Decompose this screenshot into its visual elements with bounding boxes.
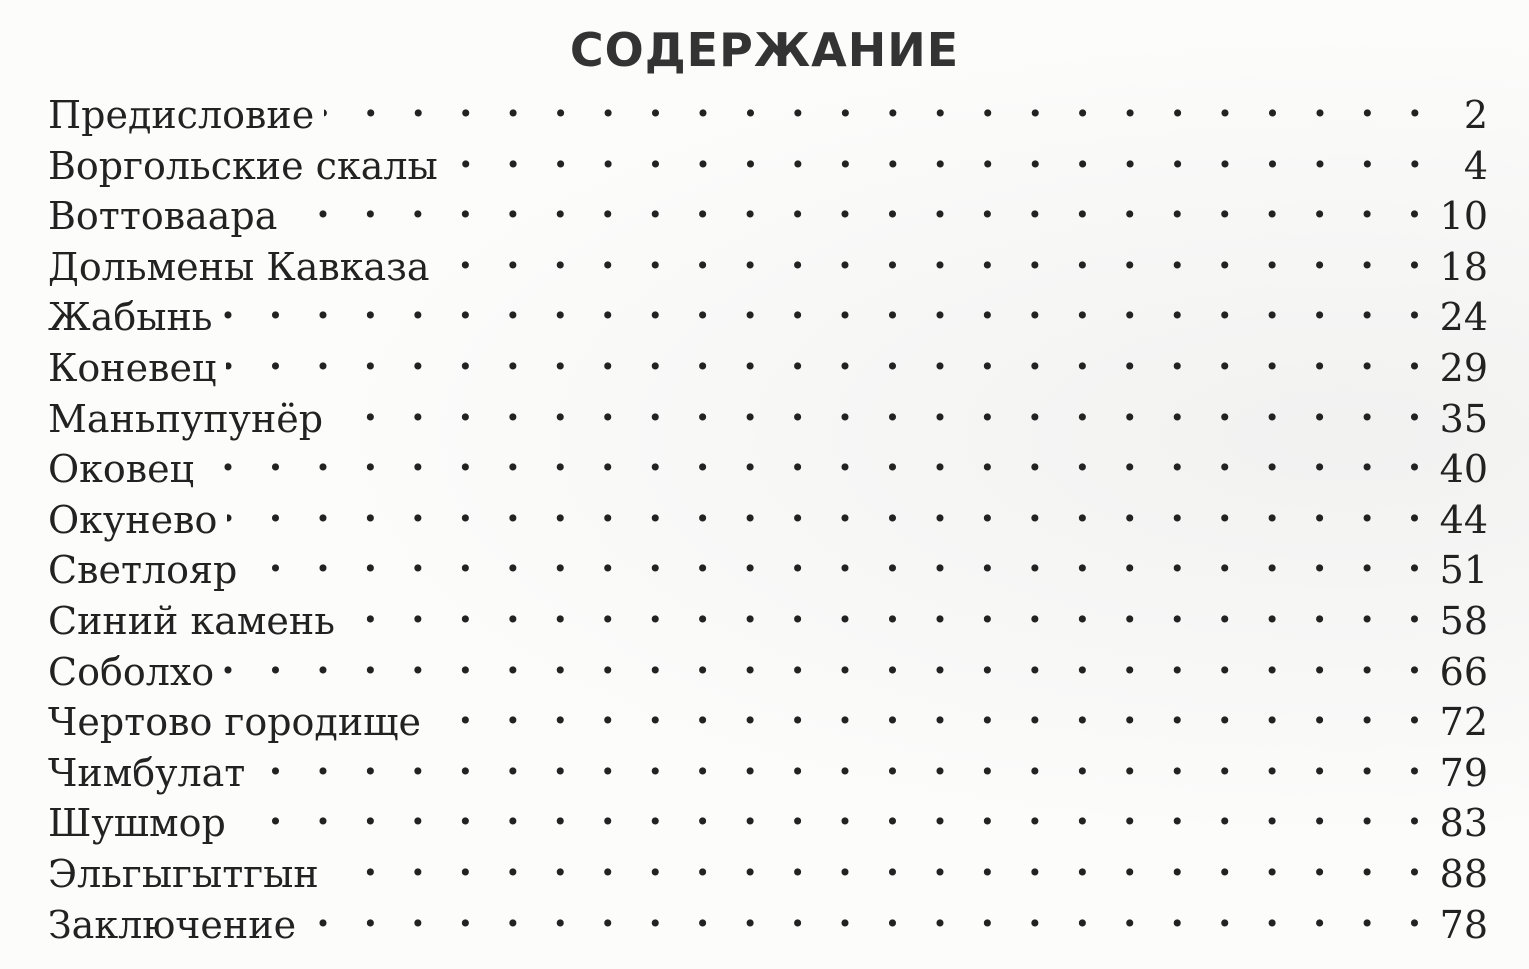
toc-entry-title: Воттоваара (48, 194, 278, 239)
toc-entry-title: Окунево (48, 497, 218, 542)
toc-entry (48, 483, 1488, 542)
toc-entry-title: Коневец (48, 345, 217, 390)
dot-leader (226, 331, 1431, 381)
page-title: СОДЕРЖАНИЕ (569, 23, 960, 77)
toc-entry-title: Светлояр (48, 548, 238, 593)
toc-entry-page: 24 (1439, 295, 1488, 340)
dot-leader (236, 786, 1432, 836)
toc-entry-title: Предисловие (48, 93, 315, 137)
toc-entry-title: Шушмор (48, 801, 226, 846)
dot-leader (255, 736, 1431, 786)
toc-entry-page: 58 (1439, 598, 1488, 643)
toc-entry-page: 83 (1439, 801, 1488, 846)
dot-leader (345, 584, 1432, 634)
toc-entry (48, 331, 1488, 390)
toc-entry (48, 584, 1488, 643)
dot-leader (227, 483, 1431, 533)
toc-entry (48, 280, 1488, 340)
toc-entry-title: Маньпупунёр (48, 396, 324, 441)
toc-entry-page: 79 (1439, 750, 1488, 795)
toc-entry-page: 4 (1463, 143, 1488, 188)
toc-entry-title: Чертово городище (48, 700, 421, 745)
toc-entry (48, 635, 1488, 694)
toc-entry-page: 72 (1439, 700, 1488, 745)
toc-entry-title: Чимбулат (48, 750, 246, 795)
toc-entry-page: 40 (1439, 447, 1488, 492)
toc-entry-title: Дольмены Кавказа (48, 244, 430, 289)
dot-leader (324, 78, 1432, 128)
table-of-contents (48, 78, 1488, 947)
toc-entry-title: Заключение (48, 902, 297, 947)
toc-entry (48, 382, 1488, 441)
dot-leader (204, 432, 1432, 482)
toc-entry-page: 44 (1439, 497, 1488, 542)
toc-entry (48, 78, 1488, 137)
dot-leader (287, 179, 1431, 229)
toc-entry (48, 685, 1488, 745)
toc-entry (48, 837, 1488, 896)
toc-entry (48, 786, 1488, 846)
toc-entry-title: Жабынь (48, 295, 213, 340)
dot-leader (440, 230, 1432, 280)
dot-leader (224, 635, 1431, 685)
toc-entry (48, 533, 1488, 593)
dot-leader (431, 685, 1432, 735)
toc-entry-page: 29 (1439, 345, 1488, 390)
toc-entry (48, 432, 1488, 492)
toc-entry-page: 2 (1463, 93, 1488, 137)
toc-entry-page: 66 (1439, 649, 1488, 694)
dot-leader (329, 837, 1432, 887)
toc-entry-title: Соболхо (48, 649, 215, 694)
toc-entry-title: Синий камень (48, 598, 335, 643)
dot-leader (306, 888, 1432, 938)
toc-entry-page: 18 (1439, 244, 1488, 289)
toc-entry-page: 51 (1439, 548, 1488, 593)
dot-leader (223, 280, 1432, 330)
toc-entry-page: 35 (1439, 396, 1488, 441)
toc-entry-page: 10 (1439, 194, 1488, 239)
toc-entry-title: Воргольские скалы (48, 143, 438, 188)
toc-entry (48, 736, 1488, 795)
toc-entry-page: 78 (1439, 902, 1488, 947)
dot-leader (247, 533, 1431, 583)
dot-leader (333, 382, 1432, 432)
toc-entry-page: 88 (1439, 851, 1488, 896)
toc-entry-title: Оковец (48, 447, 195, 492)
toc-entry-title: Эльгыгытгын (48, 851, 319, 896)
dot-leader (448, 129, 1432, 179)
